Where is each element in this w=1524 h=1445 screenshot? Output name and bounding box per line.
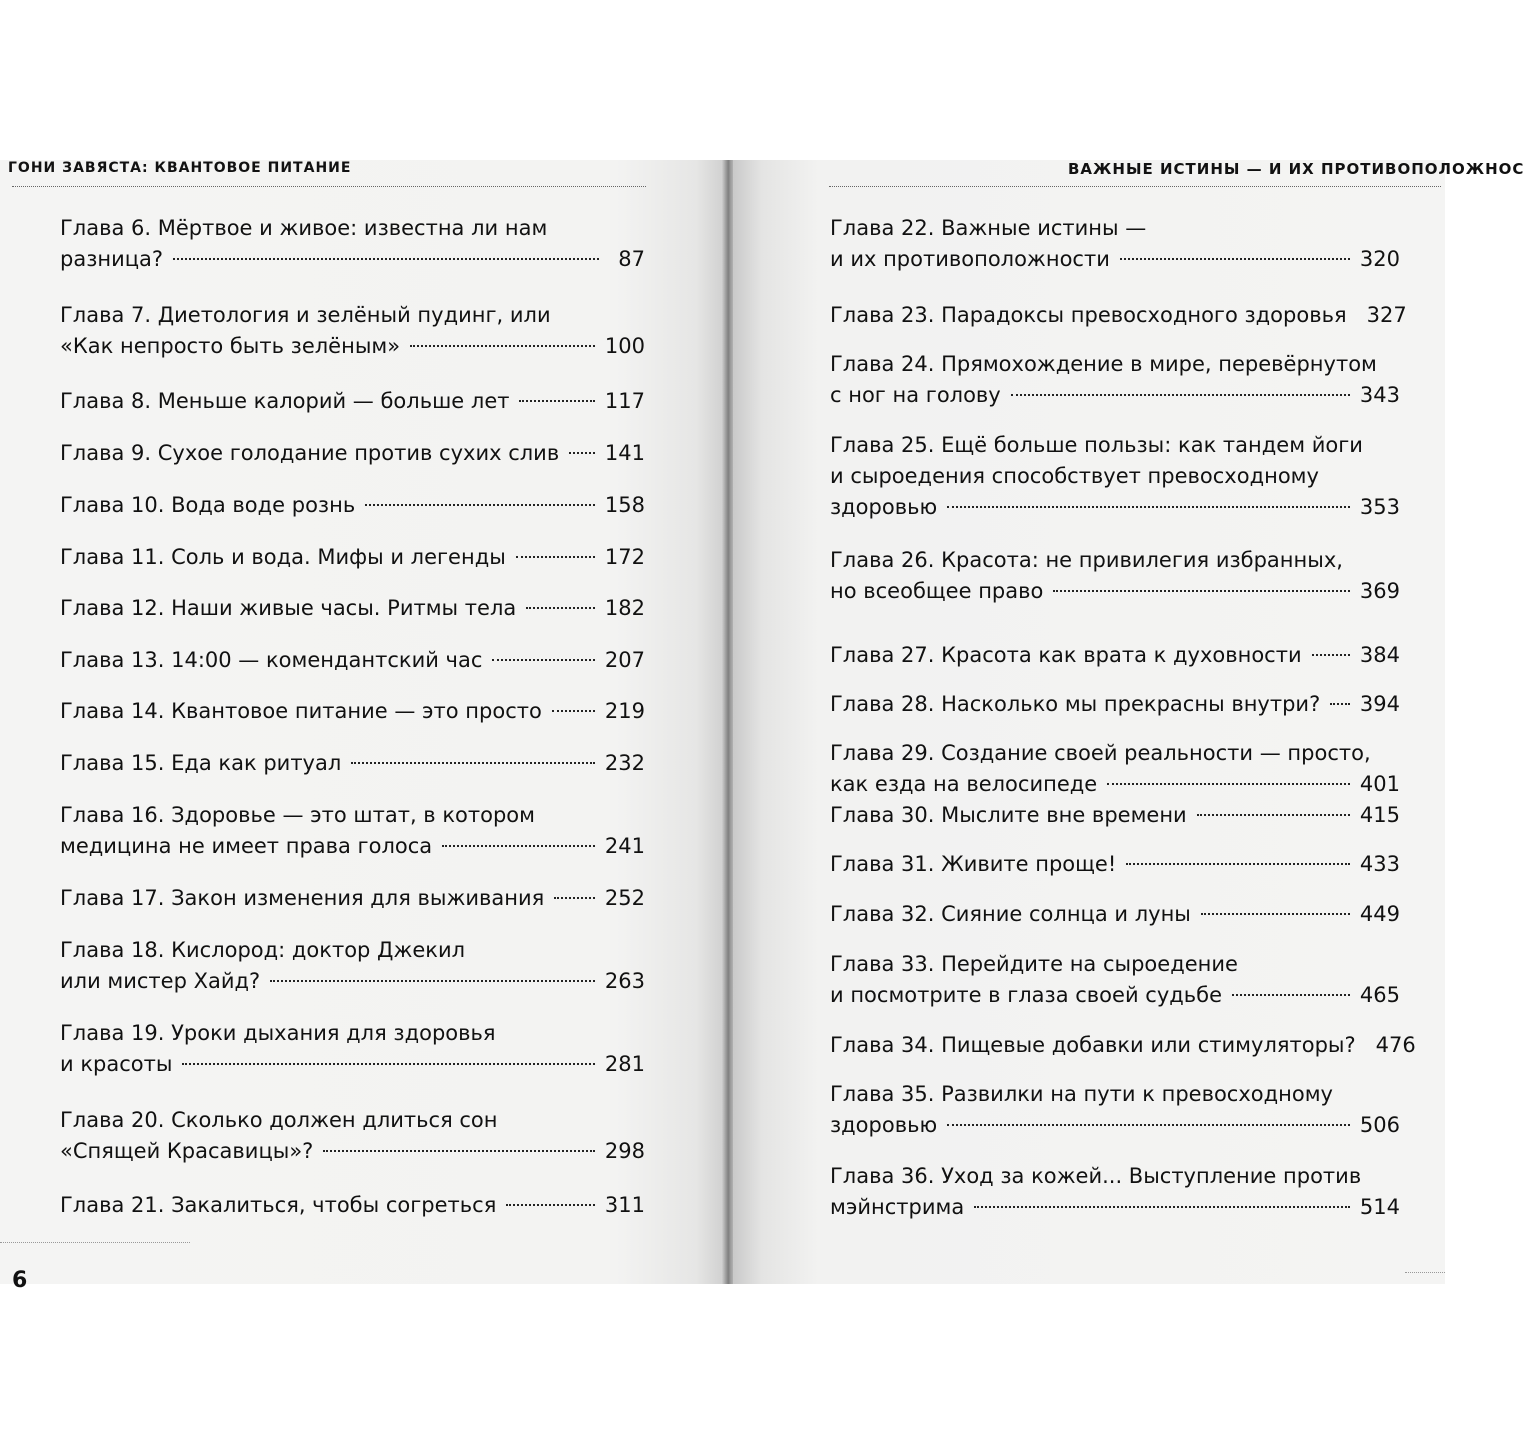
toc-page-number: 506: [1359, 1113, 1400, 1137]
toc-entry-row: [830, 492, 1400, 523]
toc-page-number: 172: [604, 545, 645, 569]
toc-entry-row: [830, 300, 1407, 331]
toc-entry-title-line: с ног на голову: [830, 383, 1001, 407]
toc-entry-row: [830, 1030, 1416, 1061]
toc-entry-row: [830, 800, 1400, 831]
toc-page-number: 433: [1359, 852, 1400, 876]
toc-page-number: 476: [1375, 1033, 1416, 1057]
header-rule-left: [12, 186, 646, 187]
dot-leader: [410, 345, 595, 347]
toc-entry-row: [830, 640, 1400, 671]
dot-leader: [1312, 654, 1350, 656]
toc-entry-title-line: Глава 35. Развилки на пути к превосходному: [830, 1082, 1333, 1106]
toc-entry: [830, 545, 1400, 607]
toc-entry: [60, 883, 645, 914]
toc-entry-title-line: мэйнстрима: [830, 1195, 965, 1219]
toc-entry-title-line: Глава 15. Еда как ритуал: [60, 751, 342, 775]
toc-entry-row: [60, 883, 645, 914]
toc-page-number: 100: [604, 334, 645, 358]
dot-leader: [442, 845, 595, 847]
toc-entry-row: [830, 689, 1400, 720]
toc-entry-title-line: Глава 13. 14:00 — комендантский час: [60, 648, 483, 672]
toc-entry-title-line: Глава 18. Кислород: доктор Джекил: [60, 938, 466, 962]
toc-entry-title-line: Глава 21. Закалиться, чтобы согреться: [60, 1193, 497, 1217]
toc-entry: [60, 800, 645, 862]
toc-entry-title-line: Глава 25. Ещё больше пользы: как тандем йоги: [830, 433, 1363, 457]
toc-entry-row: [60, 1049, 645, 1080]
toc-entry-row: [830, 849, 1400, 880]
toc-entry: [830, 1161, 1400, 1223]
dot-leader: [1330, 703, 1350, 705]
toc-entry-title-line: Глава 12. Наши живые часы. Ритмы тела: [60, 596, 517, 620]
toc-entry: [830, 640, 1400, 671]
toc-entry-row: [60, 1190, 645, 1221]
dot-leader: [516, 556, 595, 558]
toc-page-number: 263: [604, 969, 645, 993]
toc-entry-row: [60, 438, 645, 469]
dot-leader: [323, 1150, 595, 1152]
toc-entry-title-line: Глава 20. Сколько должен длиться сон: [60, 1108, 498, 1132]
toc-page-number: 87: [618, 247, 645, 271]
toc-entry-title-line: Глава 19. Уроки дыхания для здоровья: [60, 1021, 496, 1045]
toc-entry: [830, 349, 1400, 411]
book-spread: [0, 160, 1524, 1293]
toc-page-number: 158: [604, 493, 645, 517]
toc-entry-row: [60, 748, 645, 779]
toc-entry-row: [60, 696, 645, 727]
toc-page-number: 182: [604, 596, 645, 620]
toc-page-number: 465: [1359, 983, 1400, 1007]
dot-leader: [1107, 783, 1350, 785]
toc-entry-row: [60, 1136, 645, 1167]
toc-entry-row: [830, 576, 1400, 607]
toc-entry: [60, 935, 645, 997]
toc-entry-title-line: Глава 36. Уход за кожей... Выступление против: [830, 1164, 1362, 1188]
toc-entry-title-line: Глава 28. Насколько мы прекрасны внутри?: [830, 692, 1321, 716]
toc-page-number: 384: [1359, 643, 1400, 667]
toc-entry-row: [830, 244, 1400, 275]
toc-page-number: 311: [604, 1193, 645, 1217]
toc-entry-title-line: и посмотрите в глаза своей судьбе: [830, 983, 1223, 1007]
dot-leader: [1201, 913, 1350, 915]
dot-leader: [173, 258, 599, 260]
dot-leader: [182, 1063, 594, 1065]
toc-page-number: 252: [604, 886, 645, 910]
toc-entry: [60, 748, 645, 779]
toc-page-number: 353: [1359, 495, 1400, 519]
toc-page-number: 219: [604, 699, 645, 723]
toc-entry: [60, 1018, 645, 1080]
toc-entry: [830, 899, 1400, 930]
toc-entry-row: [830, 1192, 1400, 1223]
dot-leader: [974, 1206, 1350, 1208]
toc-page-number: 241: [604, 834, 645, 858]
left-page: [0, 160, 725, 1293]
toc-entry-row: [60, 542, 645, 573]
toc-page-number: 320: [1359, 247, 1400, 271]
toc-page-number: 207: [604, 648, 645, 672]
toc-page-number: 117: [604, 389, 645, 413]
dot-leader: [1232, 994, 1350, 996]
toc-entry-title-line: но всеобщее право: [830, 579, 1044, 603]
dot-leader: [1126, 863, 1350, 865]
toc-entry: [830, 430, 1400, 523]
toc-page-number: 232: [604, 751, 645, 775]
dot-leader: [554, 897, 595, 899]
toc-page-number: 514: [1359, 1195, 1400, 1219]
toc-entry: [60, 213, 645, 275]
toc-entry-title-line: медицина не имеет права голоса: [60, 834, 433, 858]
dot-leader: [1120, 258, 1350, 260]
dot-leader: [492, 659, 595, 661]
right-page: [733, 160, 1524, 1284]
toc-entry-row: [60, 331, 645, 362]
toc-entry-title-line: Глава 11. Соль и вода. Мифы и легенды: [60, 545, 506, 569]
toc-entry: [60, 593, 645, 624]
toc-entry: [60, 645, 645, 676]
toc-entry: [60, 1190, 645, 1221]
toc-entry: [60, 490, 645, 521]
toc-entry-title-line: Глава 16. Здоровье — это штат, в котором: [60, 803, 535, 827]
toc-entry: [60, 542, 645, 573]
toc-page-number: 415: [1359, 803, 1400, 827]
running-head-right: ВАЖНЫЕ ИСТИНЫ — И ИХ ПРОТИВОПОЛОЖНОС: [1068, 160, 1524, 178]
footer-rule-right: [1405, 1272, 1445, 1273]
toc-entry: [60, 696, 645, 727]
toc-entry: [830, 213, 1400, 275]
toc-page-number: 449: [1359, 902, 1400, 926]
toc-entry-row: [830, 769, 1400, 800]
footer-rule-left: [0, 1242, 190, 1243]
toc-entry-title-line: Глава 34. Пищевые добавки или стимуляторы?: [830, 1033, 1356, 1057]
header-rule-right: [829, 186, 1441, 187]
toc-entry: [830, 689, 1400, 720]
toc-entry: [830, 1030, 1416, 1061]
toc-entry-title-line: Глава 27. Красота как врата к духовности: [830, 643, 1302, 667]
toc-page-number: 327: [1366, 303, 1407, 327]
toc-entry: [830, 849, 1400, 880]
toc-page-number: 141: [604, 441, 645, 465]
toc-entry-title-line: или мистер Хайд?: [60, 969, 261, 993]
toc-entry: [830, 800, 1400, 831]
toc-entry-row: [830, 1110, 1400, 1141]
toc-entry-row: [60, 645, 645, 676]
toc-entry-title-line: Глава 32. Сияние солнца и луны: [830, 902, 1191, 926]
toc-entry-title-line: здоровью: [830, 495, 938, 519]
toc-entry-row: [60, 244, 645, 275]
dot-leader: [1197, 814, 1350, 816]
page-number: 6: [12, 1268, 28, 1293]
dot-leader: [1053, 590, 1350, 592]
toc-entry: [60, 438, 645, 469]
toc-page-number: 298: [604, 1139, 645, 1163]
toc-entry-title-line: Глава 10. Вода воде рознь: [60, 493, 356, 517]
toc-entry-title-line: Глава 24. Прямохождение в мире, перевёрнутом: [830, 352, 1377, 376]
toc-entry-title-line: Глава 9. Сухое голодание против сухих слив: [60, 441, 560, 465]
toc-entry: [830, 1079, 1400, 1141]
toc-entry-title-line: Глава 29. Создание своей реальности — просто,: [830, 741, 1371, 765]
toc-entry-title-line: Глава 7. Диетология и зелёный пудинг, или: [60, 303, 551, 327]
dot-leader: [506, 1204, 595, 1206]
toc-entry-title-line: Глава 6. Мёртвое и живое: известна ли нам: [60, 216, 548, 240]
toc-entry-title-line: Глава 31. Живите проще!: [830, 852, 1117, 876]
dot-leader: [351, 762, 595, 764]
toc-entry-title-line: Глава 17. Закон изменения для выживания: [60, 886, 545, 910]
running-head-left: ГОНИ ЗАВЯСТА: КВАНТОВОЕ ПИТАНИЕ: [8, 160, 352, 176]
dot-leader: [519, 400, 594, 402]
toc-page-number: 369: [1359, 579, 1400, 603]
toc-entry-row: [60, 386, 645, 417]
toc-page-number: 401: [1359, 772, 1400, 796]
toc-entry-row: [60, 831, 645, 862]
toc-entry-title-line: и красоты: [60, 1052, 173, 1076]
toc-entry-title-line: Глава 23. Парадоксы превосходного здоровья: [830, 303, 1347, 327]
toc-entry-title-line: Глава 14. Квантовое питание — это просто: [60, 699, 542, 723]
dot-leader: [365, 504, 595, 506]
toc-entry-row: [60, 593, 645, 624]
toc-entry-title-line: здоровью: [830, 1113, 938, 1137]
dot-leader: [270, 980, 595, 982]
toc-page-number: 394: [1359, 692, 1400, 716]
toc-entry-row: [830, 380, 1400, 411]
toc-entry-row: [60, 490, 645, 521]
toc-entry-title-line: «Как непросто быть зелёным»: [60, 334, 401, 358]
toc-entry: [830, 300, 1407, 331]
toc-page-number: 281: [604, 1052, 645, 1076]
dot-leader: [947, 506, 1350, 508]
toc-entry: [60, 386, 645, 417]
toc-entry-row: [830, 980, 1400, 1011]
toc-entry-title-line: и сыроедения способствует превосходному: [830, 464, 1319, 488]
dot-leader: [526, 607, 595, 609]
toc-entry-title-line: и их противоположности: [830, 247, 1110, 271]
toc-page-number: 343: [1359, 383, 1400, 407]
toc-entry-row: [830, 899, 1400, 930]
toc-entry-title-line: Глава 8. Меньше калорий — больше лет: [60, 389, 510, 413]
toc-entry: [60, 300, 645, 362]
toc-entry-title-line: «Спящей Красавицы»?: [60, 1139, 314, 1163]
toc-entry-title-line: Глава 26. Красота: не привилегия избранных,: [830, 548, 1343, 572]
toc-entry-row: [60, 966, 645, 997]
toc-entry: [830, 738, 1400, 800]
toc-entry-title-line: как езда на велосипеде: [830, 772, 1098, 796]
dot-leader: [552, 710, 595, 712]
dot-leader: [947, 1124, 1350, 1126]
toc-entry-title-line: Глава 30. Мыслите вне времени: [830, 803, 1187, 827]
dot-leader: [569, 452, 595, 454]
dot-leader: [1011, 394, 1350, 396]
toc-entry-title-line: Глава 33. Перейдите на сыроедение: [830, 952, 1238, 976]
toc-entry-title-line: разница?: [60, 247, 164, 271]
toc-entry-title-line: Глава 22. Важные истины —: [830, 216, 1147, 240]
toc-entry: [60, 1105, 645, 1167]
toc-entry: [830, 949, 1400, 1011]
